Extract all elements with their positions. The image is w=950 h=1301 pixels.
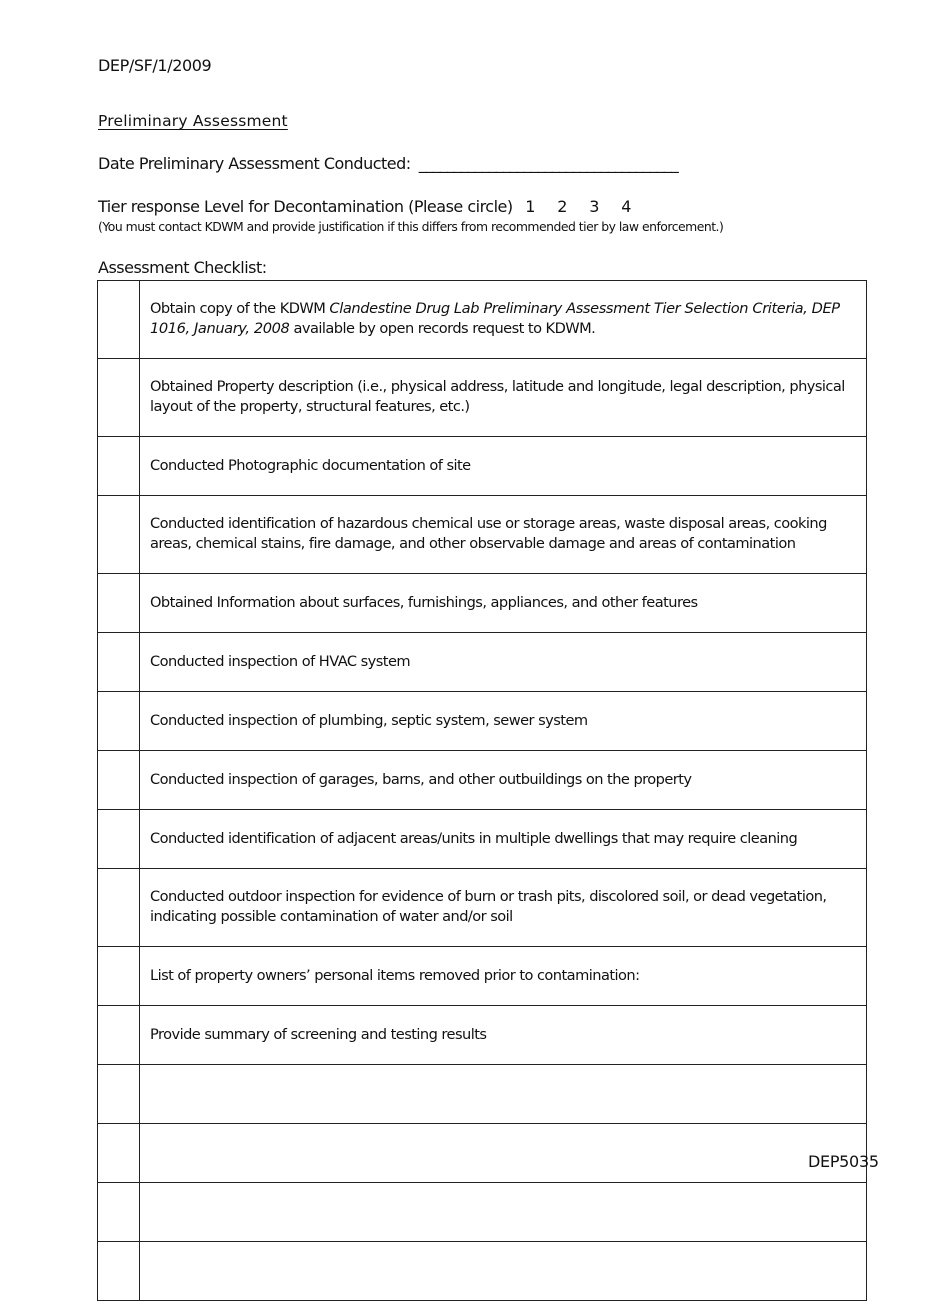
checklist-blank-entry[interactable] [140,1124,867,1183]
tier-option-4[interactable]: 4 [621,197,631,216]
checklist-checkbox[interactable] [98,574,140,633]
section-title: Preliminary Assessment [98,112,288,130]
checklist-blank-entry[interactable] [140,1183,867,1242]
document-code: DEP/SF/1/2009 [98,56,212,75]
checklist-item-text: Conducted Photographic documentation of site [140,437,867,496]
tier-level-label: Tier response Level for Decontamination (Please circle) [98,197,513,216]
checklist-item-text-pre: Obtain copy of the KDWM [150,300,330,317]
checklist-checkbox[interactable] [98,1006,140,1065]
checklist-item-text: Conducted outdoor inspection for evidence of burn or trash pits, discolored soil, or dead vegetation, indicating possible contamination of water and/or soil [140,869,867,947]
checklist-row [98,692,867,751]
date-conducted-label: Date Preliminary Assessment Conducted: [98,154,411,173]
checklist-item-text: Obtained Information about surfaces, furnishings, appliances, and other features [140,574,867,633]
checklist-checkbox[interactable] [98,1242,140,1301]
checklist-label: Assessment Checklist: [98,258,267,277]
checklist-checkbox[interactable] [98,1183,140,1242]
checklist-checkbox[interactable] [98,869,140,947]
checklist-item-text: Conducted inspection of garages, barns, and other outbuildings on the property [140,751,867,810]
checklist-checkbox[interactable] [98,1065,140,1124]
checklist-item-text: Obtained Property description (i.e., physical address, latitude and longitude, legal description, physical layout of the property, structural features, etc.) [140,359,867,437]
checklist-checkbox[interactable] [98,947,140,1006]
tier-option-2[interactable]: 2 [557,197,567,216]
checklist-blank-row [98,1183,867,1242]
tier-level-field [98,197,645,216]
checklist-row [98,496,867,574]
checklist-row [98,869,867,947]
checklist-row [98,751,867,810]
checklist-row [98,1006,867,1065]
checklist-blank-entry[interactable] [140,1065,867,1124]
checklist-checkbox[interactable] [98,437,140,496]
checklist-item-text-post: available by open records request to KDWM. [289,320,596,337]
tier-option-1[interactable]: 1 [525,197,535,216]
checklist-item-text [140,281,867,359]
checklist-blank-row [98,1124,867,1183]
assessment-checklist-table [97,280,867,1301]
checklist-row [98,437,867,496]
checklist-item-text: Conducted identification of adjacent areas/units in multiple dwellings that may require cleaning [140,810,867,869]
tier-option-3[interactable]: 3 [589,197,599,216]
form-number: DEP5035 [808,1152,879,1171]
checklist-checkbox[interactable] [98,281,140,359]
checklist-blank-entry[interactable] [140,1242,867,1301]
checklist-blank-row [98,1065,867,1124]
checklist-item-text: Conducted identification of hazardous chemical use or storage areas, waste disposal areas, cooking areas, chemical stains, fire damage, and other observable damage and areas of contamination [140,496,867,574]
checklist-checkbox[interactable] [98,692,140,751]
checklist-checkbox[interactable] [98,1124,140,1183]
checklist-item-text: Provide summary of screening and testing results [140,1006,867,1065]
date-conducted-blank[interactable]: _____________________________________ [418,154,678,173]
checklist-item-text: Conducted inspection of HVAC system [140,633,867,692]
checklist-row [98,947,867,1006]
checklist-row [98,574,867,633]
date-conducted-field [98,154,678,173]
checklist-checkbox[interactable] [98,496,140,574]
checklist-item-text: Conducted inspection of plumbing, septic system, sewer system [140,692,867,751]
tier-note: (You must contact KDWM and provide justification if this differs from recommended tier by law enforcement.) [98,219,724,234]
checklist-item-text: List of property owners’ personal items removed prior to contamination: [140,947,867,1006]
checklist-blank-row [98,1242,867,1301]
checklist-checkbox[interactable] [98,633,140,692]
checklist-row [98,359,867,437]
checklist-checkbox[interactable] [98,751,140,810]
checklist-row [98,633,867,692]
checklist-checkbox[interactable] [98,810,140,869]
checklist-row [98,281,867,359]
checklist-checkbox[interactable] [98,359,140,437]
checklist-item-document-title: Clandestine Drug Lab Preliminary Assessment Tier Selection Criteria, DEP 1016, January, 2008 [150,300,840,337]
checklist-row [98,810,867,869]
